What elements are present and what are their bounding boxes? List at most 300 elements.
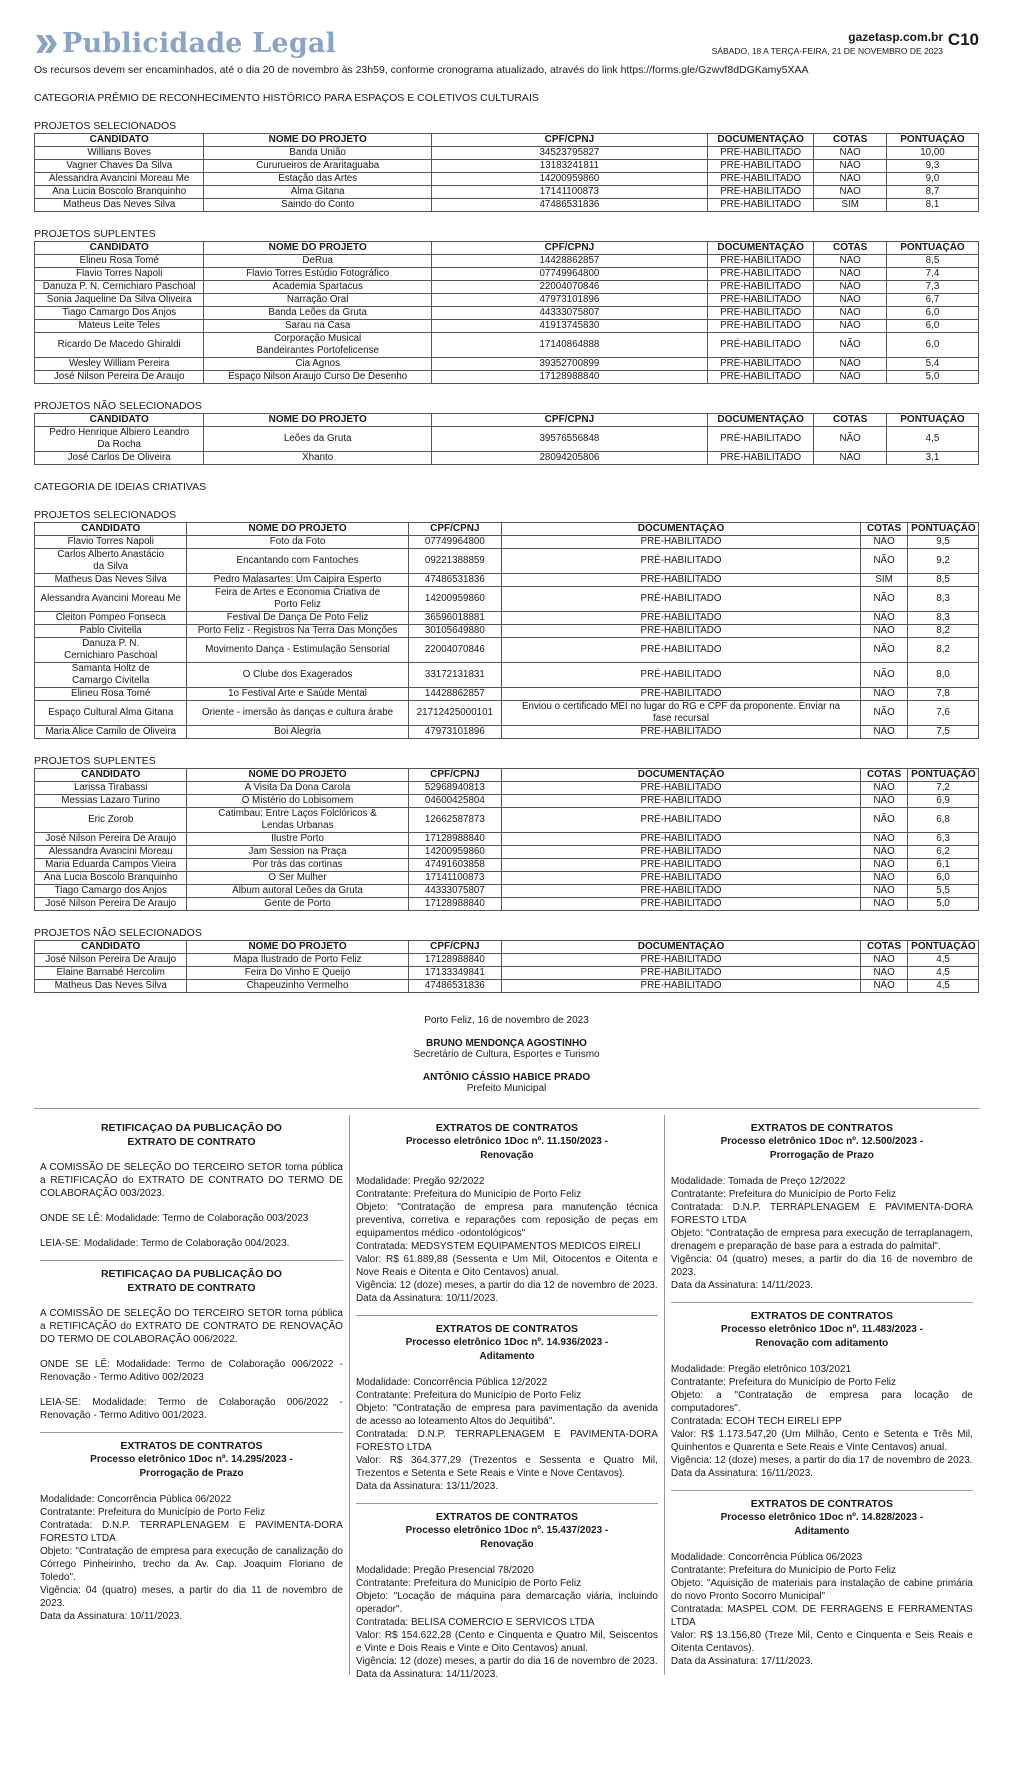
table-cell: Álbum autoral Leões da Gruta — [187, 885, 408, 898]
results-table — [34, 241, 979, 384]
table-header-row — [35, 941, 979, 954]
column-header: PONTUAÇÃO — [908, 769, 979, 782]
table-cell: 6,2 — [908, 846, 979, 859]
results-table — [34, 940, 979, 993]
table-row — [35, 268, 979, 281]
table-cell: Espaço Cultural Alma Gitana — [35, 701, 187, 726]
table-cell: Matheus Das Neves Silva — [35, 980, 187, 993]
table-cell: Larissa Tirabassi — [35, 782, 187, 795]
table-cell: Pedro Henrique Albiero Leandro Da Rocha — [35, 427, 204, 452]
table-cell: 39352700899 — [431, 358, 707, 371]
table-cell: PRÉ-HABILITADO — [502, 846, 861, 859]
table-cell: Boi Alegria — [187, 726, 408, 739]
column-header: COTAS — [860, 523, 907, 536]
table-cell: 3,1 — [886, 452, 978, 465]
table-row — [35, 859, 979, 872]
table-cell: 9,3 — [886, 160, 978, 173]
table-cell: Feira de Artes e Economia Criativa de Porto Feliz — [187, 587, 408, 612]
section-label: PROJETOS SELECIONADOS — [34, 120, 177, 132]
table-cell: 07749964800 — [431, 268, 707, 281]
table-cell: 7,8 — [908, 688, 979, 701]
column-header: CPF/CPNJ — [431, 242, 707, 255]
notice-paragraph: Modalidade: Concorrência Pública 12/2022 Contratante: Prefeitura do Município de Porto Feliz Objeto: "Contratação de empresa para pavimentação da avenida de acesso ao loteamento Altos do Jequitibá". Contratada: D.N.P. TERRAPLENAGEM E PAVIMENTA-DORA FORESTO LTDA Valor: R$ 364.377,29 (Trezentos e Sessenta e Quatro Mil, Trezentos e Setenta e Sete Reais e Vinte e Nove Centavos). Data da Assinatura: 13/11/2023. — [355, 1377, 658, 1492]
table-cell: Mateus Leite Teles — [35, 320, 204, 333]
table-cell: Matheus Das Neves Silva — [35, 574, 187, 587]
table-row — [35, 294, 979, 307]
table-row — [35, 808, 979, 833]
table-cell: 09221388859 — [408, 549, 501, 574]
table-cell: 17141100873 — [431, 186, 707, 199]
table-cell: NÃO — [860, 625, 907, 638]
table-cell: Pablo Civitella — [35, 625, 187, 638]
legal-notice — [671, 1115, 973, 1300]
table-cell: Tiago Camargo dos Anjos — [35, 885, 187, 898]
column-header: PONTUAÇÃO — [908, 941, 979, 954]
table-cell: Festival De Dança De Poto Feliz — [187, 612, 408, 625]
signature-block-2 — [34, 1072, 979, 1094]
notice-body — [356, 1564, 658, 1681]
notice-body — [40, 1493, 343, 1623]
table-cell: PRÉ-HABILITADO — [502, 898, 861, 911]
table-cell: Movimento Dança - Estimulação Sensorial — [187, 638, 408, 663]
table-header-row — [35, 523, 979, 536]
table-cell: 7,6 — [908, 701, 979, 726]
table-cell: PRÉ-HABILITADO — [502, 795, 861, 808]
table-cell: 47973101896 — [408, 726, 501, 739]
table-cell: Alessandra Avancini Moreau — [35, 846, 187, 859]
table-row — [35, 427, 979, 452]
table-cell: NÃO — [814, 358, 887, 371]
page-header — [34, 22, 979, 60]
table-cell: Alessandra Avancini Moreau Me — [35, 173, 204, 186]
notice-subtitle: Processo eletrônico 1Doc nº. 12.500/2023 - Prorrogação de Prazo — [720, 1136, 924, 1161]
table-cell: José Nilson Pereira De Araujo — [35, 833, 187, 846]
table-row — [35, 536, 979, 549]
table-cell: PRÉ-HABILITADO — [502, 967, 861, 980]
table-cell: PRÉ-HABILITADO — [502, 663, 861, 688]
table-cell: 7,5 — [908, 726, 979, 739]
table-cell: Encantando com Fantoches — [187, 549, 408, 574]
table-cell: NÃO — [860, 701, 907, 726]
table-cell: 52968940813 — [408, 782, 501, 795]
table-cell: Ana Lucia Boscolo Branquinho — [35, 186, 204, 199]
column-header: CPF/CPNJ — [431, 134, 707, 147]
category-2-tables — [34, 509, 979, 993]
table-row — [35, 574, 979, 587]
column-header: CPF/CPNJ — [408, 941, 501, 954]
table-cell: NÃO — [860, 980, 907, 993]
results-table — [34, 413, 979, 465]
table-row — [35, 587, 979, 612]
table-cell: PRÉ-HABILITADO — [707, 281, 813, 294]
column-header: NOME DO PROJETO — [187, 523, 408, 536]
table-cell: Danuza P. N. Cernichiaro Paschoal — [35, 638, 187, 663]
results-table — [34, 522, 979, 739]
table-cell: NÃO — [860, 859, 907, 872]
table-cell: PRÉ-HABILITADO — [502, 885, 861, 898]
table-cell: NÃO — [814, 333, 887, 358]
notice-title: EXTRATOS DE CONTRATOS — [435, 1511, 578, 1523]
table-row — [35, 186, 979, 199]
table-cell: NÃO — [814, 294, 887, 307]
column-header: CANDIDATO — [35, 414, 204, 427]
table-cell: PRÉ-HABILITADO — [502, 859, 861, 872]
notice-body — [356, 1376, 658, 1493]
table-header-row — [35, 242, 979, 255]
column-header: DOCUMENTAÇÃO — [707, 414, 813, 427]
signer-name: BRUNO MENDONÇA AGOSTINHO — [426, 1038, 587, 1049]
table-cell: Por trás das cortinas — [187, 859, 408, 872]
column-header: CPF/CPNJ — [431, 414, 707, 427]
table-cell: 47486531836 — [408, 574, 501, 587]
table-cell: 7,3 — [886, 281, 978, 294]
column-header: COTAS — [860, 941, 907, 954]
table-row — [35, 320, 979, 333]
table-cell: 6,8 — [908, 808, 979, 833]
table-cell: 28094205806 — [431, 452, 707, 465]
table-cell: Foto da Foto — [187, 536, 408, 549]
table-cell: 9,0 — [886, 173, 978, 186]
notice-paragraph: ONDE SE LÊ: Modalidade: Termo de Colaboração 006/2022 - Renovação - Termo Aditivo 002/2023 — [40, 1359, 343, 1383]
table-cell: PRÉ-HABILITADO — [707, 268, 813, 281]
table-cell: NÃO — [860, 549, 907, 574]
table-cell: NÃO — [860, 587, 907, 612]
table-cell: Narração Oral — [204, 294, 432, 307]
category-1-tables — [34, 120, 979, 465]
table-cell: 44333075807 — [408, 885, 501, 898]
table-cell: DeRua — [204, 255, 432, 268]
notice-subtitle: Processo eletrônico 1Doc nº. 14.828/2023 - Aditamento — [720, 1512, 924, 1537]
table-cell: NÃO — [860, 967, 907, 980]
column-header: DOCUMENTAÇÃO — [502, 769, 861, 782]
table-cell: 9,5 — [908, 536, 979, 549]
table-cell: 34523795827 — [431, 147, 707, 160]
column-header: CANDIDATO — [35, 523, 187, 536]
column-header: PONTUAÇÃO — [908, 523, 979, 536]
table-cell: NÃO — [860, 885, 907, 898]
table-cell: PRÉ-HABILITADO — [707, 320, 813, 333]
legal-notice — [671, 1302, 973, 1488]
table-cell: SIM — [860, 574, 907, 587]
section-label: PROJETOS SUPLENTES — [34, 228, 156, 240]
table-row — [35, 688, 979, 701]
notice-body — [40, 1161, 343, 1250]
notice-paragraph: ONDE SE LÊ: Modalidade: Termo de Colaboração 003/2023 — [40, 1213, 309, 1224]
table-cell: PRÉ-HABILITADO — [502, 726, 861, 739]
legal-notice — [356, 1503, 658, 1689]
table-cell: NÃO — [860, 663, 907, 688]
section-label: PROJETOS SUPLENTES — [34, 755, 156, 767]
signer-role: Secretário de Cultura, Esportes e Turismo — [413, 1049, 600, 1060]
notice-title: EXTRATOS DE CONTRATOS — [120, 1440, 263, 1452]
notice-paragraph: A COMISSÃO DE SELEÇÃO DO TERCEIRO SETOR torna pública a RETIFICAÇÃO do EXTRATO DE CONTRATO DO TERMO DE COLABORAÇÃO 003/2023. — [40, 1162, 343, 1199]
table-cell: 33172131831 — [408, 663, 501, 688]
table-cell: 6,0 — [886, 333, 978, 358]
double-chevron-icon — [34, 31, 60, 57]
notice-body — [40, 1307, 343, 1422]
table-cell: Samanta Holtz de Camargo Civitella — [35, 663, 187, 688]
table-row — [35, 782, 979, 795]
notice-paragraph: Modalidade: Pregão eletrônico 103/2021 Contratante: Prefeitura do Município de Porto Feliz Objeto: a "Contratação de empresa para locação de computadores". Contratada: ECOH TECH EIRELI EPP Valor: R$ 1.173.547,20 (Um Milhão, Cento e Setenta e Três Mil, Quinhentos e Quarenta e Sete Reais e Vinte Centavos) anual. Vigência: 12 (doze) meses, a partir do dia 17 de novembro de 2023. Data da Assinatura: 16/11/2023. — [670, 1364, 973, 1479]
table-cell: NÃO — [860, 954, 907, 967]
notice-paragraph: Modalidade: Pregão 92/2022 Contratante: Prefeitura do Município de Porto Feliz Objeto: "Contratação de empresa para manutenção técnica preventiva, corretiva e reparações com reposição de peças em equipamentos médico -odontológicos" Contratada: MEDSYSTEM EQUIPAMENTOS MEDICOS EIRELI Valor: R$ 61.889,88 (Sessenta e Um Mil, Oitocentos e Oitenta e Nove Reais e Oitenta e Oito Centavos) anual. Vigência: 12 (doze) meses, a partir do dia 12 de novembro de 2023. Data da Assinatura: 10/11/2023. — [355, 1176, 658, 1304]
table-cell: PRÉ-HABILITADO — [502, 638, 861, 663]
results-table — [34, 768, 979, 911]
table-cell: 6,9 — [908, 795, 979, 808]
table-cell: NÃO — [814, 173, 887, 186]
table-row — [35, 199, 979, 212]
notice-subtitle: Processo eletrônico 1Doc nº. 14.936/2023 - Aditamento — [405, 1337, 609, 1362]
table-row — [35, 625, 979, 638]
table-cell: Catimbau: Entre Laços Folclóricos & Lendas Urbanas — [187, 808, 408, 833]
table-cell: 17128988840 — [408, 954, 501, 967]
table-cell: 47973101896 — [431, 294, 707, 307]
table-cell: 17140864888 — [431, 333, 707, 358]
table-cell: Feira Do Vinho E Queijo — [187, 967, 408, 980]
site-name: gazetasp.com.br — [848, 30, 943, 44]
edition-date: SÁBADO, 18 A TERÇA-FEIRA, 21 DE NOVEMBRO DE 2023 — [711, 46, 943, 56]
table-cell: NÃO — [814, 452, 887, 465]
table-cell: 6,0 — [886, 320, 978, 333]
section-title: Publicidade Legal — [62, 28, 337, 59]
table-cell: Willians Boves — [35, 147, 204, 160]
table-cell: NÃO — [814, 320, 887, 333]
column-header: NOME DO PROJETO — [204, 242, 432, 255]
table-cell: 8,3 — [908, 587, 979, 612]
table-cell: Ana Lucia Boscolo Branquinho — [35, 872, 187, 885]
table-cell: NÃO — [814, 186, 887, 199]
table-cell: 44333075807 — [431, 307, 707, 320]
table-cell: Tiago Camargo Dos Anjos — [35, 307, 204, 320]
table-cell: NÃO — [814, 268, 887, 281]
table-cell: 47486531836 — [408, 980, 501, 993]
intro-text: Os recursos devem ser encaminhados, até o dia 20 de novembro às 23h59, conforme cronograma atualizado, através do link https://forms.gle/Gzwvf8dDGKamy5XAA — [34, 64, 809, 76]
notice-column — [34, 1115, 349, 1675]
table-header-row — [35, 414, 979, 427]
table-cell: PRÉ-HABILITADO — [707, 147, 813, 160]
notice-title: EXTRATOS DE CONTRATOS — [750, 1498, 893, 1510]
table-cell: NÃO — [860, 846, 907, 859]
column-header: DOCUMENTAÇÃO — [502, 523, 861, 536]
notice-title: EXTRATOS DE CONTRATOS — [750, 1310, 893, 1322]
table-cell: PRÉ-HABILITADO — [707, 186, 813, 199]
column-header: CPF/CPNJ — [408, 769, 501, 782]
section-label: PROJETOS SELECIONADOS — [34, 509, 177, 521]
table-row — [35, 795, 979, 808]
notice-paragraph: Modalidade: Concorrência Pública 06/2023 Contratante: Prefeitura do Município de Porto Feliz Objeto: "Aquisição de materiais para instalação de cabine primária do novo Pronto Socorro Municipal" Contratada: MASPEL COM. DE FERRAGENS E FERRAMENTAS LTDA Valor: R$ 13.156,80 (Treze Mil, Cento e Cinquenta e Seis Reais e Oitenta Centavos). Data da Assinatura: 17/11/2023. — [670, 1552, 973, 1667]
column-header: CANDIDATO — [35, 941, 187, 954]
table-cell: Eric Zorob — [35, 808, 187, 833]
table-row — [35, 371, 979, 384]
table-cell: 17128988840 — [431, 371, 707, 384]
table-cell: NÃO — [860, 898, 907, 911]
notice-column — [349, 1115, 664, 1680]
table-cell: Flavio Torres Napoli — [35, 536, 187, 549]
table-cell: 47486531836 — [431, 199, 707, 212]
column-header: PONTUAÇÃO — [886, 414, 978, 427]
table-cell: Maria Eduarda Campos Vieira — [35, 859, 187, 872]
column-header: COTAS — [814, 414, 887, 427]
table-cell: PRÉ-HABILITADO — [707, 294, 813, 307]
table-cell: 17141100873 — [408, 872, 501, 885]
table-cell: 8,3 — [908, 612, 979, 625]
legal-notice — [40, 1432, 343, 1631]
table-cell: 9,2 — [908, 549, 979, 574]
column-header: COTAS — [814, 134, 887, 147]
table-cell: PRÉ-HABILITADO — [502, 612, 861, 625]
section-label: PROJETOS NÃO SELECIONADOS — [34, 927, 202, 939]
table-cell: PRÉ-HABILITADO — [502, 587, 861, 612]
table-cell: 12662587873 — [408, 808, 501, 833]
table-cell: 21712425000101 — [408, 701, 501, 726]
notice-subtitle: Processo eletrônico 1Doc nº. 15.437/2023 - Renovação — [405, 1525, 609, 1550]
table-row — [35, 980, 979, 993]
table-cell: 30105649880 — [408, 625, 501, 638]
table-cell: 8,1 — [886, 199, 978, 212]
table-row — [35, 147, 979, 160]
column-header: DOCUMENTAÇÃO — [502, 941, 861, 954]
notice-title: EXTRATOS DE CONTRATOS — [435, 1323, 578, 1335]
table-cell: PRÉ-HABILITADO — [707, 173, 813, 186]
section-label: PROJETOS NÃO SELECIONADOS — [34, 400, 202, 412]
table-cell: NÃO — [860, 782, 907, 795]
table-cell: 36596018881 — [408, 612, 501, 625]
table-cell: Alma Gitana — [204, 186, 432, 199]
table-row — [35, 885, 979, 898]
results-table — [34, 133, 979, 212]
table-cell: Leões da Gruta — [204, 427, 432, 452]
table-cell: 8,7 — [886, 186, 978, 199]
table-cell: 14428862857 — [408, 688, 501, 701]
table-row — [35, 726, 979, 739]
table-cell: NÃO — [814, 371, 887, 384]
table-cell: 7,2 — [908, 782, 979, 795]
table-cell: Jam Session na Praça — [187, 846, 408, 859]
table-cell: Saindo do Conto — [204, 199, 432, 212]
table-cell: 8,5 — [886, 255, 978, 268]
table-cell: A Visita Da Dona Carola — [187, 782, 408, 795]
table-cell: Flavio Torres Estúdio Fotográfico — [204, 268, 432, 281]
table-row — [35, 872, 979, 885]
notice-subtitle: Processo eletrônico 1Doc nº. 11.483/2023 - Renovação com aditamento — [720, 1324, 923, 1349]
table-cell: Banda União — [204, 147, 432, 160]
notice-body — [671, 1551, 973, 1668]
table-cell: José Nilson Pereira De Araujo — [35, 954, 187, 967]
table-cell: PRÉ-HABILITADO — [707, 427, 813, 452]
notices-columns — [34, 1115, 979, 1680]
table-row — [35, 160, 979, 173]
table-cell: O Ser Mulher — [187, 872, 408, 885]
table-cell: Vagner Chaves Da Silva — [35, 160, 204, 173]
table-cell: Wesley William Pereira — [35, 358, 204, 371]
table-cell: 4,5 — [908, 980, 979, 993]
table-cell: Chapeuzinho Vermelho — [187, 980, 408, 993]
table-cell: Sarau na Casa — [204, 320, 432, 333]
table-cell: 22004070846 — [408, 638, 501, 663]
table-cell: 6,3 — [908, 833, 979, 846]
column-header: CANDIDATO — [35, 242, 204, 255]
notice-paragraph: A COMISSÃO DE SELEÇÃO DO TERCEIRO SETOR torna pública a RETIFICAÇÃO do EXTRATO DE CONTRATO DE RENOVAÇÃO DO TERMO DE COLABORAÇÃO 006/2022. — [40, 1308, 343, 1345]
table-row — [35, 173, 979, 186]
signer-name: ANTÔNIO CÁSSIO HABICE PRADO — [422, 1072, 591, 1083]
table-cell: NÃO — [814, 147, 887, 160]
notice-title: EXTRATOS DE CONTRATOS — [750, 1122, 893, 1134]
column-header: COTAS — [814, 242, 887, 255]
column-header: NOME DO PROJETO — [187, 941, 408, 954]
column-header: CANDIDATO — [35, 769, 187, 782]
table-cell: 13183241811 — [431, 160, 707, 173]
table-row — [35, 954, 979, 967]
column-header: NOME DO PROJETO — [204, 414, 432, 427]
notice-paragraph: Modalidade: Concorrência Pública 06/2022 Contratante: Prefeitura do Município de Porto Feliz Contratada: D.N.P. TERRAPLENAGEM E PAVIMENTA-DORA FORESTO LTDA Objeto: "Contratação de empresa para execução de canalização do Córrego Pinheirinho, trecho da Av. Cap. Joaquim Floriano de Toledo". Vigência: 04 (quatro) meses, a partir do dia 11 de novembro de 2023. Data da Assinatura: 10/11/2023. — [40, 1494, 343, 1622]
table-cell: NÃO — [814, 281, 887, 294]
table-cell: PRÉ-HABILITADO — [502, 625, 861, 638]
table-cell: NÃO — [814, 160, 887, 173]
table-cell: 17133349841 — [408, 967, 501, 980]
column-header: NOME DO PROJETO — [204, 134, 432, 147]
table-cell: NÃO — [860, 833, 907, 846]
table-cell: Ricardo De Macedo Ghiraldi — [35, 333, 204, 358]
table-cell: PRÉ-HABILITADO — [502, 954, 861, 967]
column-header: DOCUMENTAÇÃO — [707, 242, 813, 255]
column-header: PONTUAÇÃO — [886, 242, 978, 255]
table-cell: 6,0 — [908, 872, 979, 885]
table-cell: Danuza P. N. Cernichiaro Paschoal — [35, 281, 204, 294]
table-cell: 4,5 — [886, 427, 978, 452]
table-cell: Carlos Alberto Anastácio da Silva — [35, 549, 187, 574]
table-cell: 07749964800 — [408, 536, 501, 549]
page-number: C10 — [947, 30, 979, 49]
table-cell: Corporação Musical Bandeirantes Portofelicense — [204, 333, 432, 358]
table-cell: Elaine Barnabé Hercolim — [35, 967, 187, 980]
table-row — [35, 833, 979, 846]
table-cell: Elineu Rosa Tomé — [35, 688, 187, 701]
legal-notice — [356, 1315, 658, 1501]
table-row — [35, 549, 979, 574]
divider — [34, 1108, 979, 1109]
table-cell: 1o Festival Arte e Saúde Mental — [187, 688, 408, 701]
table-cell: Maria Alice Camilo de Oliveira — [35, 726, 187, 739]
table-cell: 10,00 — [886, 147, 978, 160]
table-row — [35, 333, 979, 358]
table-cell: 14200959860 — [408, 846, 501, 859]
notice-paragraph: LEIA-SE: Modalidade: Termo de Colaboração 004/2023. — [40, 1238, 290, 1249]
table-cell: Estação das Artes — [204, 173, 432, 186]
table-cell: PRÉ-HABILITADO — [707, 333, 813, 358]
notice-subtitle: Processo eletrônico 1Doc nº. 11.150/2023 - Renovação — [405, 1136, 608, 1161]
notice-subtitle: Processo eletrônico 1Doc nº. 14.295/2023 - Prorrogação de Prazo — [90, 1454, 293, 1479]
notice-title: RETIFICAÇAO DA PUBLICAÇÃO DO EXTRATO DE CONTRATO — [100, 1268, 282, 1294]
table-cell: NÃO — [814, 427, 887, 452]
table-row — [35, 701, 979, 726]
table-row — [35, 967, 979, 980]
signer-role: Prefeito Municipal — [466, 1083, 547, 1094]
signature-block-1 — [34, 1038, 979, 1060]
table-cell: Mapa Ilustrado de Porto Feliz — [187, 954, 408, 967]
table-cell: PRÉ-HABILITADO — [502, 549, 861, 574]
place-date: Porto Feliz, 16 de novembro de 2023 — [424, 1015, 589, 1026]
table-cell: PRÉ-HABILITADO — [502, 536, 861, 549]
column-header: DOCUMENTAÇÃO — [707, 134, 813, 147]
table-cell: José Nilson Pereira De Araujo — [35, 371, 204, 384]
table-cell: Elineu Rosa Tomé — [35, 255, 204, 268]
table-cell: PRÉ-HABILITADO — [502, 833, 861, 846]
column-header: CANDIDATO — [35, 134, 204, 147]
table-row — [35, 638, 979, 663]
table-cell: NÃO — [860, 795, 907, 808]
table-cell: José Carlos De Oliveira — [35, 452, 204, 465]
table-row — [35, 663, 979, 688]
